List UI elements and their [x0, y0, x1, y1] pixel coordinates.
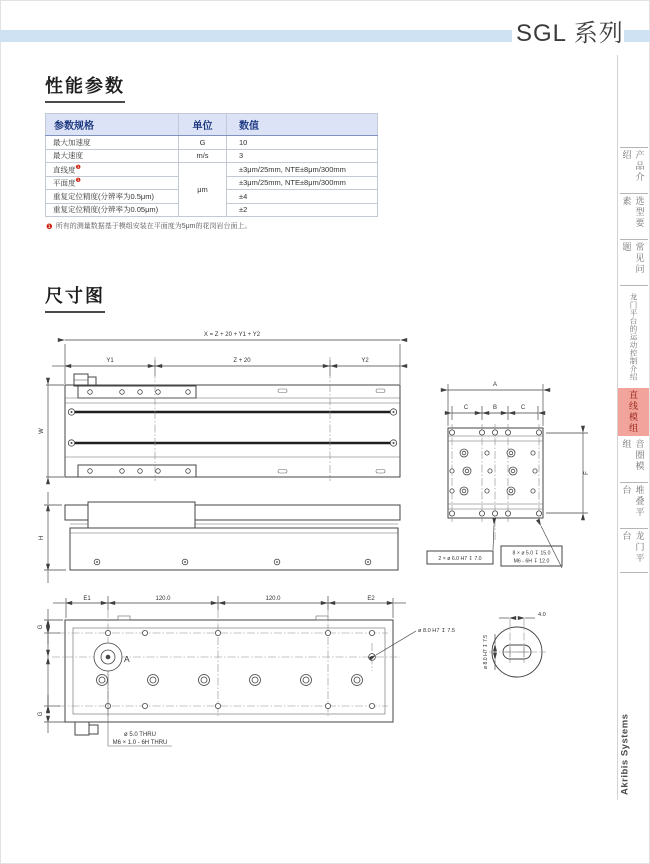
sidebar-tab-stacked-stage[interactable]: 堆叠平台 [621, 485, 645, 518]
value-cell: 10 [227, 136, 378, 150]
tab-separator [620, 528, 648, 529]
dowel-note: ø 8.0 H7 ↧ 7.5 [418, 628, 456, 634]
thru-note-line1: ø 5.0 THRU [124, 732, 156, 738]
dim-c-left-label: C [463, 405, 469, 411]
table-row [46, 163, 378, 177]
datum-a-label: A [124, 654, 130, 664]
value-cell: ±3μm/25mm, NTE±8μm/300mm [227, 176, 378, 190]
param-cell: 最大速度 [46, 149, 179, 163]
dim-g-top-label: G [38, 624, 44, 630]
header-accent-band-right [624, 30, 650, 42]
side-base-body [70, 528, 398, 570]
sidebar-tab-voice-coil-module[interactable]: 音圈模组 [621, 439, 645, 472]
param-cell: 直线度$^❶$ [46, 163, 179, 177]
table-row [46, 136, 378, 150]
param-cell: 最大加速度 [46, 136, 179, 150]
col-header-param: 参数规格 [46, 114, 179, 136]
footnote-ref-icon: ❶ [75, 178, 81, 184]
table-row [46, 149, 378, 163]
value-cell: 3 [227, 149, 378, 163]
table-header-row [46, 114, 378, 136]
tab-separator [620, 572, 648, 573]
dim-c-right-label: C [520, 405, 526, 411]
sidebar-tab-gantry-motion-control[interactable]: 龙门平台的运动控制介绍 [629, 292, 638, 381]
dimensions-section-title: 尺寸图 [45, 282, 105, 313]
col-header-unit: 单位 [179, 114, 227, 136]
sidebar-tab-gantry-stage[interactable]: 龙门平台 [621, 531, 645, 564]
tab-separator [620, 193, 648, 194]
sidebar-tab-faq[interactable]: 常见问题 [621, 242, 645, 275]
thru-note-line2: M6 × 1.0 - 6H THRU [112, 740, 168, 746]
dim-y1-label: Y1 [106, 358, 114, 364]
dim-h-label: H [39, 535, 45, 541]
tab-separator [620, 285, 648, 286]
dim-e1-label: E1 [83, 596, 91, 602]
tap-hole-note-line1: 8 × ø 5.0 ↧ 15.0 [512, 550, 551, 557]
tab-separator [620, 147, 648, 148]
value-cell: ±4 [227, 190, 378, 204]
dim-y2-label: Y2 [361, 358, 369, 364]
unit-cell: m/s [179, 149, 227, 163]
unit-cell-merged: μm [179, 163, 227, 217]
connector-block-bottom [75, 722, 89, 735]
sidebar-tab-product-intro[interactable]: 产品介绍 [621, 150, 645, 183]
dim-x-label: X = Z + 20 + Y1 + Y2 [203, 332, 261, 338]
footnote-ref-icon: ❶ [75, 164, 81, 171]
sidebar-tab-linear-module[interactable]: 直线模组 [618, 388, 649, 436]
detail-view [483, 612, 546, 677]
datum-a-hole [94, 643, 122, 671]
end-view [427, 382, 590, 568]
page-title: SGL 系列 [516, 20, 624, 47]
param-cell: 重复定位精度(分辨率为0.05μm) [46, 203, 179, 217]
dim-b-label: B [492, 405, 498, 411]
tap-hole-note-line2: M6 - 6H ↧ 12.0 [513, 558, 550, 565]
bottom-view [38, 596, 455, 746]
end-view-body [448, 428, 543, 518]
detail-dowel-note: ø 8.0 H7 ↧ 7.5 [483, 634, 489, 670]
dim-e2-label: E2 [367, 596, 375, 602]
top-view [39, 332, 400, 481]
dim-w-label: W [39, 428, 45, 434]
tab-separator [620, 482, 648, 483]
brand-vertical-text: Akribis Systems [619, 713, 631, 795]
dowel-hole-note: 2 × ø 6.0 H7 ↧ 7.0 [438, 556, 482, 562]
value-cell: ±3μm/25mm, NTE±8μm/300mm [227, 163, 378, 177]
footnote-marker-icon: ❶ [46, 221, 53, 231]
value-cell: ±2 [227, 203, 378, 217]
performance-table [45, 113, 378, 217]
side-view [39, 492, 400, 583]
dim-120-left-label: 120.0 [155, 596, 171, 602]
top-view-body [65, 385, 400, 477]
performance-section-title: 性能参数 [45, 72, 125, 103]
col-header-value: 数值 [227, 114, 378, 136]
tab-separator [620, 239, 648, 240]
param-cell: 重复定位精度(分辨率为0.5μm) [46, 190, 179, 204]
table-footnote [46, 221, 252, 231]
dim-120-right-label: 120.0 [265, 596, 281, 602]
footnote-text: 所有的测量数据基于模组安装在平面度为5μm的花岗岩台面上。 [55, 223, 252, 230]
dowel-hole-right [369, 654, 376, 661]
sidebar-tab-selection[interactable]: 选型要素 [621, 196, 645, 229]
bottom-view-body [65, 620, 393, 722]
dim-g-bottom-label: G [38, 711, 44, 717]
dimension-drawing [0, 315, 650, 775]
side-carriage-block [88, 502, 195, 528]
dim-f-label: F [584, 471, 590, 475]
param-cell: 平面度$^❶$ [46, 176, 179, 190]
dim-z-label: Z + 20 [233, 358, 251, 364]
header-accent-band-left [0, 30, 512, 42]
detail-width-label: 4.0 [538, 612, 546, 618]
unit-cell: G [179, 136, 227, 150]
dim-a-label: A [492, 382, 498, 388]
